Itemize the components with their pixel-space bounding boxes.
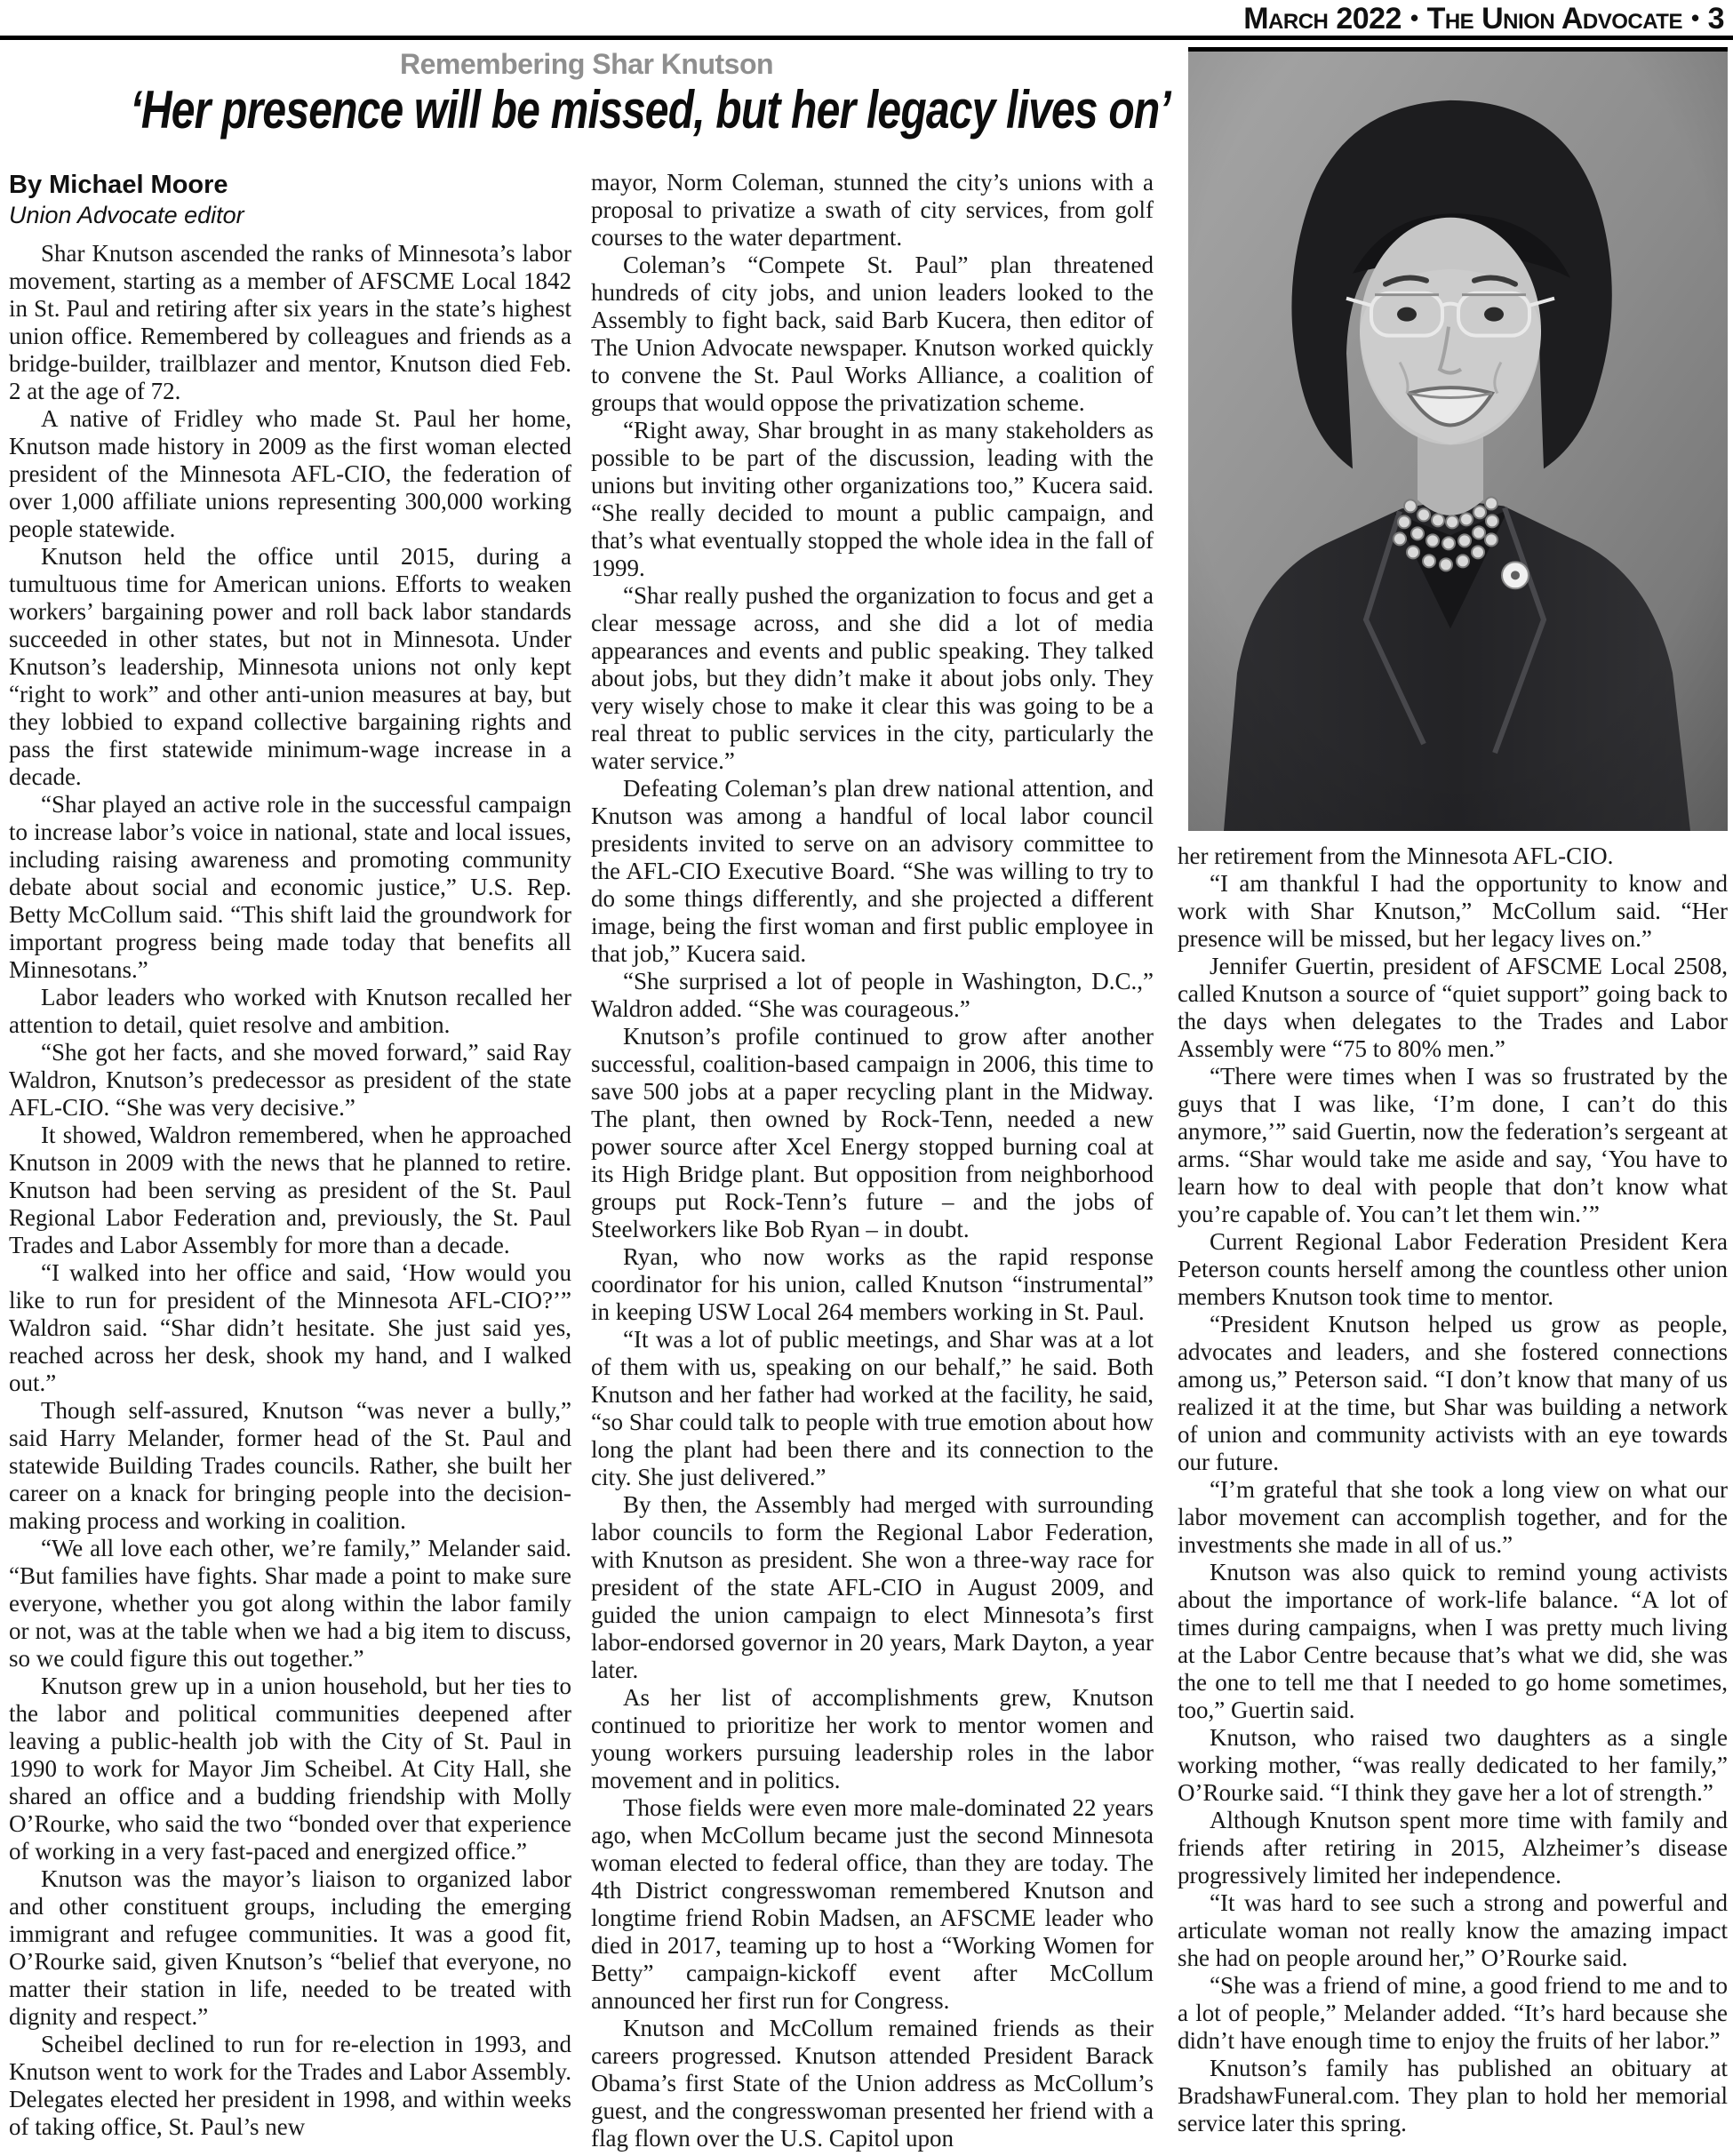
article-paragraph: Knutson’s profile continued to grow after another successful, coalition-based campaign in 2006, this time to save 500 jobs at a paper recycling plant in the Midway. The plant, then owned by Rock-Tenn, needed a new power source after Xcel Energy stopped burning coal at its High Bridge plant. But opposition from neighborhood groups put Rock-Tenn’s future – and the jobs of Steelworkers like Bob Ryan – in doubt. (591, 1023, 1154, 1242)
article-paragraph: Defeating Coleman’s plan drew national attention, and Knutson was among a handful of local labor council presidents invited to serve on an advisory committee to the AFL-CIO Executive Board. “She was willing to try to do some things differently, and she projected a different image, being the first woman and first public employee in that job,” Kucera said. (591, 775, 1154, 967)
article-paragraph: Knutson’s family has published an obituary at BradshawFuneral.com. They plan to hold her memorial service later this spring. (1178, 2055, 1728, 2136)
article-column-1 (9, 169, 571, 2141)
article-paragraph: “It was hard to see such a strong and powerful and articulate woman not really know the amazing impact she had on people around her,” O’Rourke said. (1178, 1889, 1728, 1971)
byline-title: Union Advocate editor (9, 202, 244, 228)
article-paragraph: mayor, Norm Coleman, stunned the city’s unions with a proposal to privatize a swath of city services, from golf courses to the water department. (591, 169, 1154, 251)
folio-publication-title: The Union Advocate (1426, 2, 1682, 36)
article-paragraph: “There were times when I was so frustrated by the guys that I was like, ‘I’m done, I can’t do this anymore,’” said Guertin, now the federation’s sergeant at arms. “Shar would take me aside and say, ‘You have to learn how to deal with people that don’t know what you’re capable of. You can’t let them win.’” (1178, 1063, 1728, 1227)
portrait-illustration (1188, 52, 1728, 831)
article-paragraph: “She was a friend of mine, a good friend to me and to a lot of people,” Melander added. “It’s hard because she didn’t have enough time to enjoy the fruits of her labor.” (1178, 1972, 1728, 2054)
folio-issue-date: March 2022 (1243, 2, 1402, 36)
portrait-photo (1188, 47, 1728, 831)
article-paragraph: “Right away, Shar brought in as many stakeholders as possible to be part of the discussion, leading with the unions but inviting other organizations too,” Kucera said. “She really decided to mount a public campaign, and that’s what eventually stopped the whole idea in the fall of 1999. (591, 417, 1154, 581)
article-paragraph: Ryan, who now works as the rapid response coordinator for his union, called Knutson “instrumental” in keeping USW Local 264 members working in St. Paul. (591, 1243, 1154, 1325)
article-paragraph: Knutson, who raised two daughters as a single working mother, “was really dedicated to her family,” O’Rourke said. “I think they gave her a lot of strength.” (1178, 1724, 1728, 1806)
article-paragraph: “President Knutson helped us grow as people, advocates and leaders, and she fostered connections among us,” Peterson said. “I don’t know that many of us realized it at the time, but Shar was building a network of union and community activists with an eye towards our future. (1178, 1311, 1728, 1475)
page-header (0, 2, 1724, 35)
article-paragraph: Coleman’s “Compete St. Paul” plan threatened hundreds of city jobs, and union leaders looked to the Assembly to fight back, said Barb Kucera, then editor of The Union Advocate newspaper. Knutson worked quickly to convene the St. Paul Works Alliance, a coalition of groups that would oppose the privatization scheme. (591, 252, 1154, 416)
article-paragraph: By then, the Assembly had merged with surrounding labor councils to form the Regional Labor Federation, with Knutson as president. She won a three-way race for president of the state AFL-CIO in August 2009, and guided the union campaign to elect Minnesota’s first labor-endorsed governor in 20 years, Mark Dayton, a year later. (591, 1491, 1154, 1683)
article-paragraph: It showed, Waldron remembered, when he approached Knutson in 2009 with the news that he planned to retire. Knutson had been serving as president of the St. Paul Regional Labor Federation and, previously, the St. Paul Trades and Labor Assembly for more than a decade. (9, 1122, 571, 1258)
article-paragraph: her retirement from the Minnesota AFL-CIO. (1178, 842, 1614, 869)
article-paragraph: “Shar really pushed the organization to focus and get a clear message across, and she did a lot of media appearances and events and public speaking. They talked about jobs, but they didn’t make it about jobs only. They very wisely chose to make it clear this was going to be a real threat to public services in the city, particularly the water service.” (591, 582, 1154, 774)
article-column-2 (591, 169, 1154, 2152)
article-paragraph: Jennifer Guertin, president of AFSCME Local 2508, called Knutson a source of “quiet support” going back to the days when delegates to the Trades and Labor Assembly were “75 to 80% men.” (1178, 953, 1728, 1062)
article-paragraph: Those fields were even more male-dominated 22 years ago, when McCollum became just the second Minnesota woman elected to federal office, than they are today. The 4th District congresswoman remembered Knutson and longtime friend Robin Madsen, an AFSCME leader who died in 2017, teaming up to host a “Working Women for Betty” campaign-kickoff event after McCollum announced her first run for Congress. (591, 1794, 1154, 2014)
article-paragraph: “She surprised a lot of people in Washington, D.C.,” Waldron added. “She was courageous.” (591, 968, 1154, 1022)
article-column-3 (1178, 842, 1728, 2137)
headline-text: ‘Her presence will be missed, but her legacy lives on’ (130, 80, 1170, 140)
article-paragraph: Knutson was also quick to remind young activists about the importance of work-life balance. “A lot of times during campaigns, when I was pretty much living at the Labor Centre because that’s what we did, she was the one to tell me that I needed to go home sometimes, too,” Guertin said. (1178, 1559, 1728, 1723)
article-paragraph: As her list of accomplishments grew, Knutson continued to prioritize her work to mentor women and young workers pursuing leadership roles in the labor movement and in politics. (591, 1684, 1154, 1793)
byline-author: By Michael Moore (9, 171, 228, 199)
article-paragraph: Knutson was the mayor’s liaison to organized labor and other constituent groups, including the emerging immigrant and refugee communities. It was a good fit, O’Rourke said, given Knutson’s “belief that everyone, no matter their station in life, needed to be treated with dignity and respect.” (9, 1865, 571, 2030)
article-paragraph: “She got her facts, and she moved forward,” said Ray Waldron, Knutson’s predecessor as president of the state AFL-CIO. “She was very decisive.” (9, 1039, 571, 1121)
article-paragraph: “I’m grateful that she took a long view on what our labor movement can accomplish together, and for the investments she made in all of us.” (1178, 1476, 1728, 1558)
article-paragraph: Scheibel declined to run for re-election in 1993, and Knutson went to work for the Trades and Labor Assembly. Delegates elected her president in 1998, and within weeks of taking office, St. Paul’s new (9, 2031, 571, 2140)
article-paragraph: “Shar played an active role in the successful campaign to increase labor’s voice in national, state and local issues, including raising awareness and promoting community debate about social and economic justice,” U.S. Rep. Betty McCollum said. “This shift laid the groundwork for important progress being made today that benefits all Minnesotans.” (9, 791, 571, 983)
article-paragraph: Knutson and McCollum remained friends as their careers progressed. Knutson attended President Barack Obama’s first State of the Union address as McCollum’s guest, and the congresswoman presented her friend with a flag flown over the U.S. Capitol upon (591, 2015, 1154, 2152)
article-paragraph: Knutson held the office until 2015, during a tumultuous time for American unions. Efforts to weaken workers’ bargaining power and roll back labor standards succeeded in other states, but not in Minnesota. Under Knutson’s leadership, Minnesota unions not only kept “right to work” and other anti-union measures at bay, but they lobbied to expand collective bargaining rights and pass the first statewide minimum-wage increase in a decade. (9, 543, 571, 790)
article-paragraph: Shar Knutson ascended the ranks of Minnesota’s labor movement, starting as a member of AFSCME Local 1842 in St. Paul and retiring after six years in the state’s highest union office. Remembered by colleagues and friends as a bridge-builder, trailblazer and mentor, Knutson died Feb. 2 at the age of 72. (9, 240, 571, 404)
header-rule (0, 36, 1733, 40)
article-paragraph: Though self-assured, Knutson “was never a bully,” said Harry Melander, former head of the St. Paul and statewide Building Trades councils. Rather, she built her career on a knack for bringing people into the decision-making process and working in coalition. (9, 1397, 571, 1534)
article-paragraph: “I walked into her office and said, ‘How would you like to run for president of the Minnesota AFL-CIO?’” Waldron said. “Shar didn’t hesitate. She just said yes, reached across her desk, shook my hand, and I walked out.” (9, 1259, 571, 1396)
folio-page-number: 3 (1707, 2, 1724, 36)
article-paragraph: “I am thankful I had the opportunity to know and work with Shar Knutson,” McCollum said. “Her presence will be missed, but her legacy lives on.” (1178, 870, 1728, 952)
article-paragraph: A native of Fridley who made St. Paul her home, Knutson made history in 2009 as the first woman elected president of the Minnesota AFL-CIO, the federation of over 1,000 affiliate unions representing 300,000 working people statewide. (9, 405, 571, 542)
folio-separator-icon: • (1690, 4, 1699, 31)
article-paragraph: Knutson grew up in a union household, but her ties to the labor and political communities deepened after leaving a public-health job with the City of St. Paul in 1990 to work for Mayor Jim Scheibel. At City Hall, she shared an office and a budding friendship with Molly O’Rourke, who said the two “bonded over that experience of working in a very fast-paced and energized office.” (9, 1673, 571, 1865)
article-paragraph: Labor leaders who worked with Knutson recalled her attention to detail, quiet resolve and ambition. (9, 984, 571, 1038)
headline (0, 78, 1173, 142)
folio-separator-icon: • (1410, 4, 1418, 31)
article-paragraph: “We all love each other, we’re family,” Melander said. “But families have fights. Shar made a point to make sure everyone, whether you got along within the labor family or not, was at the table when we had a big item to discuss, so we could figure this out together.” (9, 1535, 571, 1672)
kicker: Remembering Shar Knutson (399, 48, 774, 80)
article-paragraph: Although Knutson spent more time with family and friends after retiring in 2015, Alzheimer’s disease progressively limited her independence. (1178, 1807, 1728, 1888)
article-paragraph: Current Regional Labor Federation President Kera Peterson counts herself among the countless other union members Knutson took time to mentor. (1178, 1228, 1728, 1310)
article-paragraph: “It was a lot of public meetings, and Shar was at a lot of them with us, speaking on our behalf,” he said. Both Knutson and her father had worked at the facility, he said, “so Shar could talk to people with true emotion about how long the plant had been there and its connection to the city. She just delivered.” (591, 1326, 1154, 1490)
